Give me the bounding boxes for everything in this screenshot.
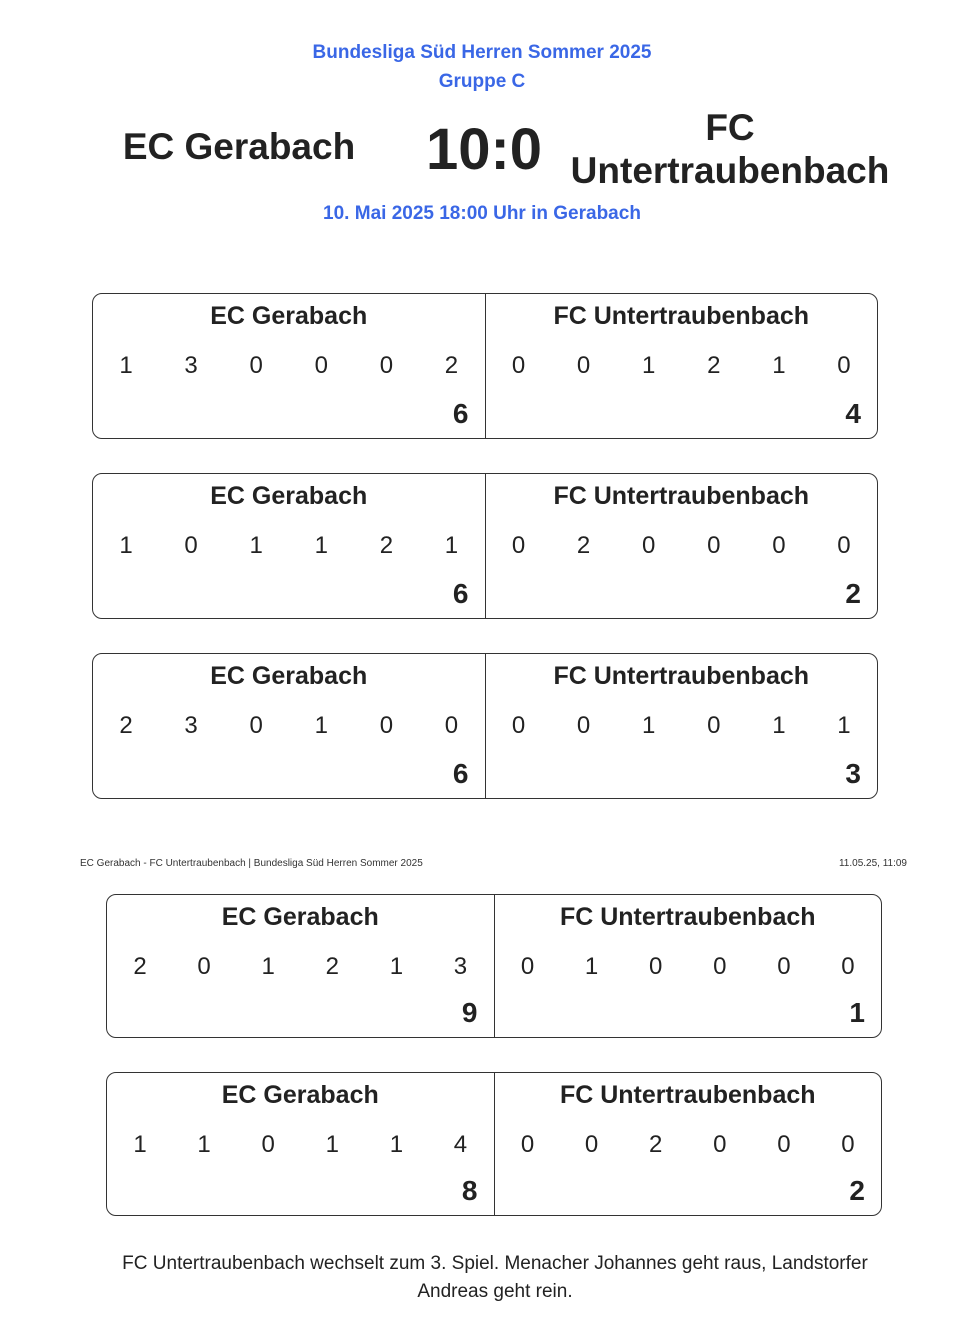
set-score: 1 bbox=[444, 532, 459, 559]
set-score: 0 bbox=[379, 712, 394, 739]
set-score: 0 bbox=[707, 712, 721, 739]
game-box bbox=[92, 473, 878, 619]
game-box bbox=[106, 1072, 882, 1216]
set-score: 1 bbox=[584, 953, 599, 980]
match-score: 10:0 bbox=[425, 117, 543, 182]
home-set-scores bbox=[93, 352, 485, 380]
set-score: 0 bbox=[772, 532, 786, 559]
away-set-scores bbox=[486, 532, 878, 560]
game-box bbox=[92, 293, 878, 439]
home-half bbox=[93, 294, 486, 438]
set-score: 0 bbox=[197, 953, 211, 980]
home-total: 8 bbox=[461, 1175, 478, 1206]
set-score: 2 bbox=[379, 532, 394, 559]
home-total: 6 bbox=[452, 758, 469, 789]
print-header-title: EC Gerabach - FC Untertraubenbach | Bundesliga Süd Herren Sommer 2025 bbox=[80, 858, 423, 869]
away-team-label: FC Untertraubenbach bbox=[553, 482, 810, 510]
print-header-timestamp: 11.05.25, 11:09 bbox=[838, 858, 907, 869]
away-total: 1 bbox=[849, 997, 865, 1028]
set-score: 1 bbox=[642, 712, 656, 739]
away-half bbox=[486, 654, 878, 798]
set-score: 1 bbox=[119, 352, 133, 379]
home-total: 6 bbox=[452, 398, 469, 429]
home-half bbox=[107, 1073, 495, 1215]
set-score: 2 bbox=[444, 352, 459, 379]
set-score: 1 bbox=[389, 1131, 404, 1158]
set-score: 0 bbox=[511, 352, 526, 379]
substitution-note: FC Untertraubenbach wechselt zum 3. Spiel. Menacher Johannes geht raus, Landstorfer Andreas geht rein. bbox=[122, 1253, 868, 1302]
set-score: 0 bbox=[520, 953, 535, 980]
set-score: 0 bbox=[837, 532, 851, 559]
away-total: 3 bbox=[845, 758, 861, 789]
away-team-name: FC Untertraubenbach bbox=[570, 107, 890, 191]
home-set-scores bbox=[93, 532, 485, 560]
set-score: 0 bbox=[249, 352, 263, 379]
away-team-label: FC Untertraubenbach bbox=[559, 1081, 816, 1109]
set-score: 1 bbox=[772, 352, 786, 379]
set-score: 0 bbox=[576, 712, 591, 739]
home-set-scores bbox=[107, 1131, 494, 1159]
set-score: 2 bbox=[649, 1131, 663, 1158]
away-team-label: FC Untertraubenbach bbox=[553, 662, 810, 690]
away-team-label: FC Untertraubenbach bbox=[553, 302, 810, 330]
away-total: 4 bbox=[845, 398, 861, 429]
set-score: 2 bbox=[325, 953, 339, 980]
set-score: 1 bbox=[197, 1131, 211, 1158]
away-half bbox=[495, 895, 882, 1037]
set-score: 0 bbox=[184, 532, 198, 559]
away-set-scores bbox=[486, 712, 878, 740]
set-score: 0 bbox=[837, 352, 851, 379]
set-score: 0 bbox=[261, 1131, 275, 1158]
set-score: 4 bbox=[453, 1131, 468, 1158]
set-score: 2 bbox=[576, 532, 591, 559]
home-half bbox=[107, 895, 495, 1037]
set-score: 2 bbox=[707, 352, 721, 379]
set-score: 0 bbox=[713, 953, 727, 980]
set-score: 0 bbox=[841, 1131, 855, 1158]
set-score: 0 bbox=[713, 1131, 727, 1158]
set-score: 1 bbox=[389, 953, 404, 980]
away-total: 2 bbox=[845, 578, 861, 609]
league-title: Bundesliga Süd Herren Sommer 2025 bbox=[312, 42, 652, 63]
set-score: 1 bbox=[261, 953, 275, 980]
home-half bbox=[93, 654, 486, 798]
set-score: 0 bbox=[584, 1131, 599, 1158]
set-score: 0 bbox=[649, 953, 663, 980]
away-total: 2 bbox=[849, 1175, 865, 1206]
home-set-scores bbox=[107, 953, 494, 981]
set-score: 0 bbox=[314, 352, 328, 379]
home-set-scores bbox=[93, 712, 485, 740]
set-score: 0 bbox=[511, 712, 526, 739]
set-score: 3 bbox=[184, 712, 198, 739]
match-dateline: 10. Mai 2025 18:00 Uhr in Gerabach bbox=[323, 203, 641, 224]
home-half bbox=[93, 474, 486, 618]
set-score: 1 bbox=[325, 1131, 339, 1158]
set-score: 0 bbox=[249, 712, 263, 739]
set-score: 1 bbox=[772, 712, 786, 739]
game-box bbox=[106, 894, 882, 1038]
set-score: 1 bbox=[314, 712, 328, 739]
set-score: 0 bbox=[841, 953, 855, 980]
home-team-name: EC Gerabach bbox=[122, 126, 356, 167]
away-half bbox=[486, 294, 878, 438]
set-score: 1 bbox=[249, 532, 263, 559]
home-total: 9 bbox=[461, 997, 478, 1028]
away-set-scores bbox=[486, 352, 878, 380]
set-score: 1 bbox=[837, 712, 851, 739]
set-score: 1 bbox=[642, 352, 656, 379]
set-score: 0 bbox=[379, 352, 394, 379]
set-score: 3 bbox=[184, 352, 198, 379]
game-box bbox=[92, 653, 878, 799]
set-score: 0 bbox=[777, 1131, 791, 1158]
set-score: 2 bbox=[119, 712, 133, 739]
set-score: 0 bbox=[444, 712, 459, 739]
home-team-label: EC Gerabach bbox=[221, 903, 379, 931]
away-team-label: FC Untertraubenbach bbox=[559, 903, 816, 931]
set-score: 0 bbox=[576, 352, 591, 379]
set-score: 2 bbox=[133, 953, 147, 980]
set-score: 0 bbox=[642, 532, 656, 559]
home-team-label: EC Gerabach bbox=[210, 662, 368, 690]
away-half bbox=[486, 474, 878, 618]
home-total: 6 bbox=[452, 578, 469, 609]
set-score: 3 bbox=[453, 953, 468, 980]
away-set-scores bbox=[495, 1131, 882, 1159]
home-team-label: EC Gerabach bbox=[221, 1081, 379, 1109]
home-team-label: EC Gerabach bbox=[210, 302, 368, 330]
set-score: 1 bbox=[119, 532, 133, 559]
set-score: 1 bbox=[314, 532, 328, 559]
away-half bbox=[495, 1073, 882, 1215]
set-score: 0 bbox=[520, 1131, 535, 1158]
home-team-label: EC Gerabach bbox=[210, 482, 368, 510]
set-score: 0 bbox=[511, 532, 526, 559]
group-label: Gruppe C bbox=[438, 71, 526, 92]
set-score: 0 bbox=[707, 532, 721, 559]
set-score: 0 bbox=[777, 953, 791, 980]
set-score: 1 bbox=[133, 1131, 147, 1158]
away-set-scores bbox=[495, 953, 882, 981]
